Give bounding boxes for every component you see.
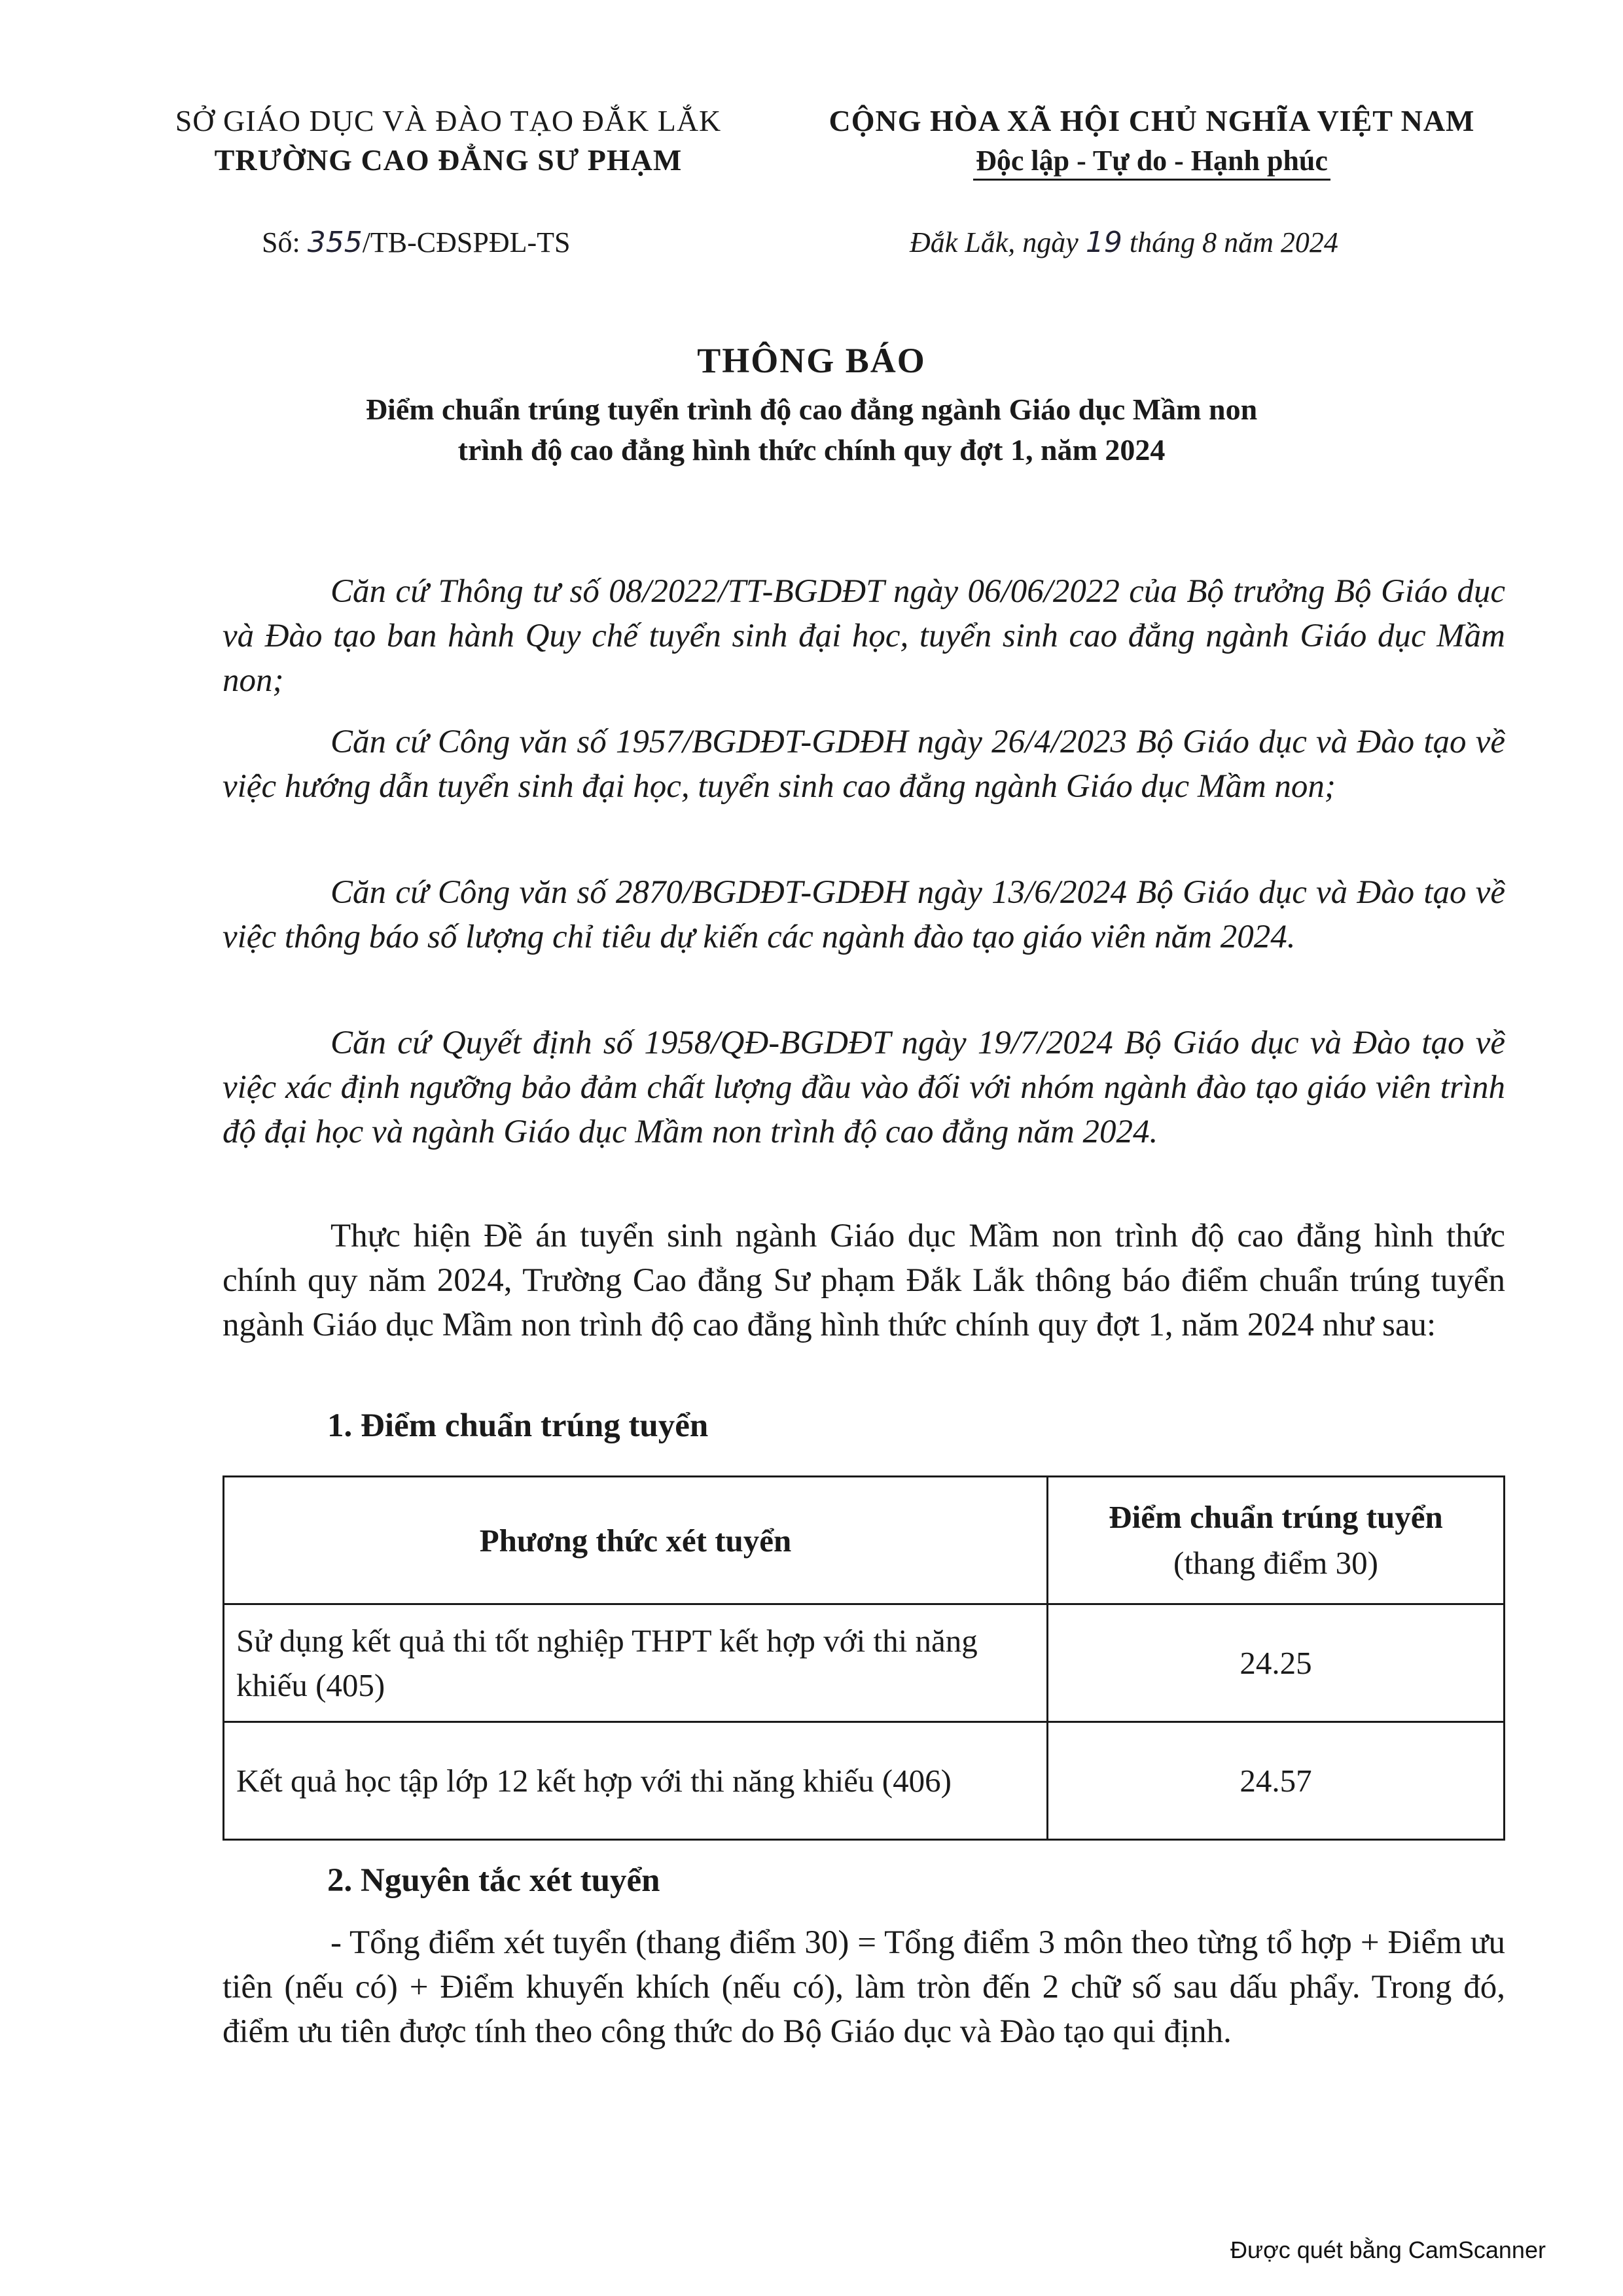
doc-number-handwritten: 355 [307, 226, 363, 259]
document-subtitle-line1: Điểm chuẩn trúng tuyển trình độ cao đẳng ngành Giáo dục Mầm non [365, 393, 1258, 426]
section-heading-principles: 2. Nguyên tắc xét tuyển [327, 1862, 660, 1899]
scanner-watermark: Được quét bằng CamScanner [1230, 2236, 1546, 2263]
legal-basis-paragraph: Căn cứ Quyết định số 1958/QĐ-BGDĐT ngày 19/7/2024 Bộ Giáo dục và Đào tạo về việc xác định ngưỡng bảo đảm chất lượng đầu vào đối với nhóm ngành đào tạo giáo viên trình độ đại học và ngành Giáo dục Mầm non trình độ cao đẳng năm 2024. [223, 1025, 1505, 1150]
table-header-score-scale: (thang điểm 30) [1173, 1545, 1378, 1581]
table-header-row [224, 1477, 1505, 1604]
doc-date-prefix: Đắk Lắk, ngày [910, 226, 1086, 258]
issuer-department: SỞ GIÁO DỤC VÀ ĐÀO TẠO ĐẮK LẮK [175, 104, 722, 137]
benchmark-score-table [223, 1475, 1505, 1841]
doc-number-suffix: /TB-CĐSPĐL-TS [362, 226, 571, 258]
document-title: THÔNG BÁO [697, 341, 926, 380]
table-header-method: Phương thức xét tuyển [224, 1477, 1048, 1604]
implementation-paragraph: Thực hiện Đề án tuyển sinh ngành Giáo dục Mầm non trình độ cao đẳng hình thức chính quy năm 2024, Trường Cao đẳng Sư phạm Đắk Lắk thông báo điểm chuẩn trúng tuyển ngành Giáo dục Mầm non trình độ cao đẳng hình thức chính quy đợt 1, năm 2024 như sau: [223, 1218, 1505, 1343]
doc-number-prefix: Số: [262, 226, 308, 258]
document-date [910, 226, 1338, 259]
benchmark-score-cell: 24.25 [1048, 1604, 1505, 1722]
issuer-block [141, 101, 756, 180]
national-title: CỘNG HÒA XÃ HỘI CHỦ NGHĨA VIỆT NAM [829, 104, 1475, 137]
doc-date-suffix: tháng 8 năm 2024 [1122, 226, 1338, 258]
table-header-score-title: Điểm chuẩn trúng tuyển [1109, 1499, 1443, 1535]
national-motto-block [789, 101, 1515, 181]
legal-basis-paragraph: Căn cứ Thông tư số 08/2022/TT-BGDĐT ngày 06/06/2022 của Bộ trưởng Bộ Giáo dục và Đào tạo ban hành Quy chế tuyển sinh đại học, tuyển sinh cao đẳng ngành Giáo dục Mầm non; [223, 573, 1505, 699]
doc-date-day-handwritten: 19 [1085, 226, 1122, 259]
admission-method-cell: Kết quả học tập lớp 12 kết hợp với thi năng khiếu (406) [224, 1722, 1048, 1840]
section-heading-benchmark: 1. Điểm chuẩn trúng tuyển [327, 1407, 709, 1444]
legal-basis-paragraph: Căn cứ Công văn số 1957/BGDĐT-GDĐH ngày 26/4/2023 Bộ Giáo dục và Đào tạo về việc hướng dẫn tuyển sinh đại học, tuyển sinh cao đẳng ngành Giáo dục Mầm non; [223, 724, 1505, 805]
document-number [262, 226, 571, 259]
national-motto: Độc lập - Tự do - Hạnh phúc [973, 143, 1330, 181]
admission-method-cell: Sử dụng kết quả thi tốt nghiệp THPT kết hợp với thi năng khiếu (405) [224, 1604, 1048, 1722]
document-subtitle-line2: trình độ cao đẳng hình thức chính quy đợt 1, năm 2024 [457, 433, 1166, 467]
legal-basis-paragraph: Căn cứ Công văn số 2870/BGDĐT-GDĐH ngày 13/6/2024 Bộ Giáo dục và Đào tạo về việc thông báo số lượng chỉ tiêu dự kiến các ngành đào tạo giáo viên năm 2024. [223, 874, 1505, 955]
table-row [224, 1722, 1505, 1840]
table-header-score [1048, 1477, 1505, 1604]
table-row [224, 1604, 1505, 1722]
issuer-school: TRƯỜNG CAO ĐẲNG SƯ PHẠM [214, 143, 683, 177]
benchmark-score-cell: 24.57 [1048, 1722, 1505, 1840]
principles-paragraph: - Tổng điểm xét tuyển (thang điểm 30) = Tổng điểm 3 môn theo từng tổ hợp + Điểm ưu tiên (nếu có) + Điểm khuyến khích (nếu có), làm tròn đến 2 chữ số sau dấu phẩy. Trong đó, điểm ưu tiên được tính theo công thức do Bộ Giáo dục và Đào tạo qui định. [223, 1924, 1505, 2050]
